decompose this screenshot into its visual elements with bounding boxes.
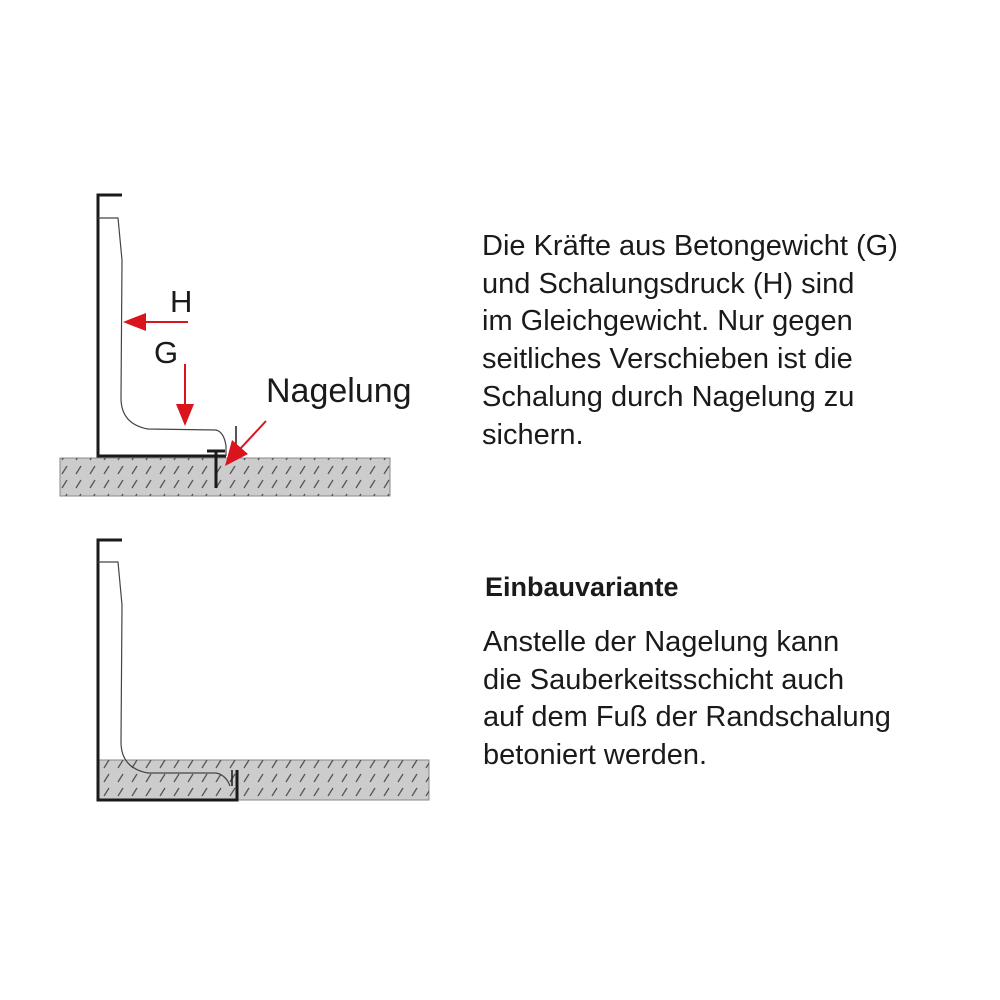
blinding-hatch-bottom [99,760,429,800]
formwork-inner-line-bottom [98,562,230,786]
diagram-top [60,195,390,496]
arrow-g [176,364,194,426]
variant-heading: Einbauvariante [485,572,679,602]
force-label-g: G [154,335,179,370]
force-label-h: H [170,284,193,319]
nailing-label: Nagelung [266,372,412,410]
diagram-bottom [98,540,429,800]
blinding-hatch-top [60,458,390,496]
variant-text: Anstelle der Nagelung kann die Sauberkeitsschicht auch auf dem Fuß der Randschalung betoniert werden. [483,626,891,772]
explanation-text: Die Kräfte aus Betongewicht (G) und Schalungsdruck (H) sind im Gleichgewicht. Nur gegen seitliches Verschieben ist die Schalung durch Nagelung zu sichern. [482,230,898,451]
edge-formwork-top [98,195,226,456]
